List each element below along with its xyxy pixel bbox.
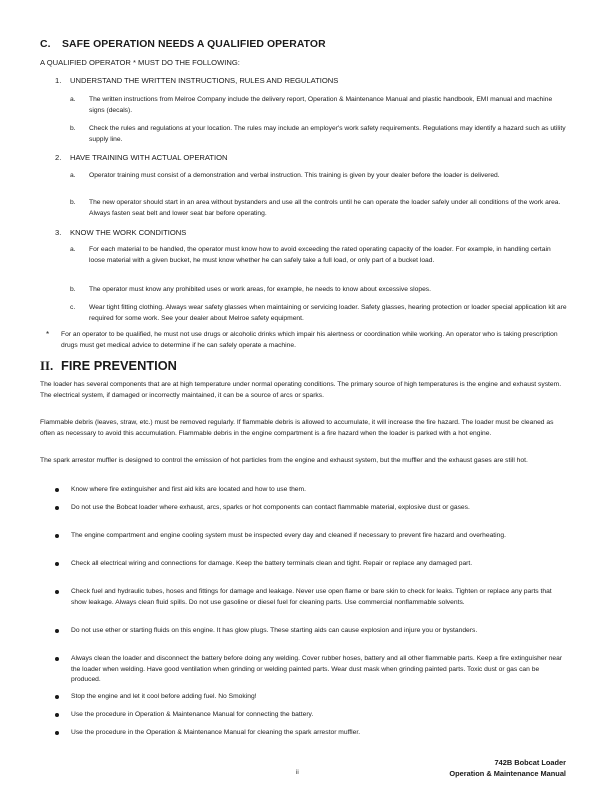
bullet-icon xyxy=(55,657,59,661)
qualification-note xyxy=(46,330,566,351)
item-2-title: HAVE TRAINING WITH ACTUAL OPERATION xyxy=(70,153,228,162)
item-1b xyxy=(70,124,568,145)
bullet-text: Use the procedure in Operation & Maintenance Manual for connecting the battery. xyxy=(71,711,314,718)
bullet-icon xyxy=(55,695,59,699)
bullet-icon xyxy=(55,506,59,510)
note-text: For an operator to be qualified, he must not use drugs or alcoholic drinks which impair his alertness or coordination while working. An operator who is taking prescription drugs must get medical advice to determine if he can safely operate a machine. xyxy=(61,331,558,349)
item-3 xyxy=(55,228,186,238)
bullet-text: Stop the engine and let it cool before adding fuel. No Smoking! xyxy=(71,693,257,700)
section-ii-title: FIRE PREVENTION xyxy=(61,358,177,373)
bullet-item xyxy=(55,503,564,514)
bullet-item xyxy=(55,485,564,496)
bullet-item xyxy=(55,692,564,703)
item-1a-label: a. xyxy=(70,96,76,103)
bullet-text: Do not use ether or starting fluids on this engine. It has glow plugs. These starting aids can cause explosion and injure you or bystanders. xyxy=(71,627,478,634)
bullet-item xyxy=(55,654,564,686)
item-3c-text: Wear tight fitting clothing. Always wear safety glasses when maintaining or servicing loader. Safety glasses, hearing protection or loader special application kit are required for some work. See your dealer about Melroe safety equipment. xyxy=(89,304,567,322)
item-1a xyxy=(70,95,568,116)
bullet-item xyxy=(55,531,564,542)
item-3b-text: The operator must know any prohibited uses or work areas, for example, he needs to know about excessive slopes. xyxy=(89,286,431,293)
item-3c xyxy=(70,303,568,324)
item-3-number: 3. xyxy=(55,228,62,237)
item-2b-label: b. xyxy=(70,199,76,206)
item-3a xyxy=(70,245,568,266)
bullet-icon xyxy=(55,562,59,566)
paragraph-1: The loader has several components that are at high temperature under normal operating conditions. The primary source of high temperatures is the engine and exhaust system. The electrical system, if damaged or incorrectly maintained, it can be a source of arcs or sparks. xyxy=(40,381,562,399)
bullet-icon xyxy=(55,534,59,538)
item-3c-label: c. xyxy=(70,304,76,311)
requirement-line: A QUALIFIED OPERATOR * MUST DO THE FOLLOWING: xyxy=(40,58,240,67)
item-2a xyxy=(70,171,568,182)
item-3a-text: For each material to be handled, the operator must know how to avoid exceeding the rated operating capacity of the loader. For example, in handling certain loose material with a given bucket, he must know whether he can safely take a full load, or only part of a bucket load. xyxy=(89,246,551,264)
section-ii-number: II. xyxy=(40,359,54,373)
item-1 xyxy=(55,76,338,86)
bullet-icon xyxy=(55,713,59,717)
asterisk-marker: * xyxy=(46,330,50,339)
bullet-icon xyxy=(55,590,59,594)
bullet-text: Check fuel and hydraulic tubes, hoses and fittings for damage and leakage. Never use open flame or bare skin to check for leaks. Tighten or replace any parts that show leakage. Always clean fluid spills. Do not use gasoline or diesel fuel for cleaning parts. Use commercial nonflammable solvents. xyxy=(71,588,552,606)
bullet-icon xyxy=(55,488,59,492)
bullet-text: Check all electrical wiring and connections for damage. Keep the battery terminals clean and tight. Repair or replace any damaged part. xyxy=(71,560,473,567)
page-number: ii xyxy=(296,770,299,776)
item-2b xyxy=(70,198,568,219)
bullet-icon xyxy=(55,629,59,633)
bullet-item xyxy=(55,710,564,721)
bullet-text: Always clean the loader and disconnect the battery before doing any welding. Cover rubber hoses, battery and all other flammable parts. Keep a fire extinguisher near the loader when welding. Have good ventilation when grinding or welding painted parts. Wear dust mask when grinding painted parts. Toxic dust or gas can be produced. xyxy=(71,655,563,684)
paragraph-2: Flammable debris (leaves, straw, etc.) must be removed regularly. If flammable debris is allowed to accumulate, it will increase the fire hazard. The loader must be cleaned as often as necessary to avoid this accumulation. Flammable debris in the engine compartment is a fire hazard when the loader is parked with a hot engine. xyxy=(40,419,554,437)
item-2b-text: The new operator should start in an area without bystanders and use all the controls until he can operate the loader safely under all conditions of the work area. Always fasten seat belt and lower seat bar before operating. xyxy=(89,199,561,217)
item-2-number: 2. xyxy=(55,153,62,162)
item-2 xyxy=(55,153,228,163)
section-ii-heading xyxy=(40,358,177,374)
item-3b xyxy=(70,285,568,296)
bullet-text: Know where fire extinguisher and first aid kits are located and how to use them. xyxy=(71,486,306,493)
item-1b-text: Check the rules and regulations at your location. The rules may include an employer's work safety requirements. Regulations may identify a hazard such as utility supply line. xyxy=(89,125,566,143)
section-c-number: C. xyxy=(40,39,51,50)
item-1-title: UNDERSTAND THE WRITTEN INSTRUCTIONS, RULES AND REGULATIONS xyxy=(70,76,339,85)
bullet-text: Do not use the Bobcat loader where exhaust, arcs, sparks or hot components can contact flammable material, explosive dust or gases. xyxy=(71,504,470,511)
item-3a-label: a. xyxy=(70,246,76,253)
section-c-title: SAFE OPERATION NEEDS A QUALIFIED OPERATOR xyxy=(62,39,326,50)
item-1-number: 1. xyxy=(55,76,62,85)
footer-manual: Operation & Maintenance Manual xyxy=(449,769,566,778)
bullet-item xyxy=(55,728,564,739)
item-1a-text: The written instructions from Melroe Company include the delivery report, Operation & Maintenance Manual and plastic handbook, EMI manual and machine signs (decals). xyxy=(89,96,553,114)
paragraph-3: The spark arrestor muffler is designed to control the emission of hot particles from the engine and exhaust system, but the muffler and the exhaust gases are still hot. xyxy=(40,457,528,464)
bullet-item xyxy=(55,587,564,608)
item-2a-text: Operator training must consist of a demonstration and verbal instruction. This training is given by your dealer before the loader is delivered. xyxy=(89,172,500,179)
footer-title xyxy=(449,757,566,779)
bullet-item xyxy=(55,559,564,570)
bullet-text: Use the procedure in the Operation & Maintenance Manual for cleaning the spark arrestor muffler. xyxy=(71,729,361,736)
bullet-icon xyxy=(55,731,59,735)
bullet-item xyxy=(55,626,564,637)
footer-model: 742B Bobcat Loader xyxy=(494,758,566,767)
item-2a-label: a. xyxy=(70,172,76,179)
item-3-title: KNOW THE WORK CONDITIONS xyxy=(70,228,187,237)
item-3b-label: b. xyxy=(70,286,76,293)
section-c-heading xyxy=(40,39,326,50)
bullet-text: The engine compartment and engine cooling system must be inspected every day and cleaned if necessary to prevent fire hazard and overheating. xyxy=(71,532,506,539)
item-1b-label: b. xyxy=(70,125,76,132)
